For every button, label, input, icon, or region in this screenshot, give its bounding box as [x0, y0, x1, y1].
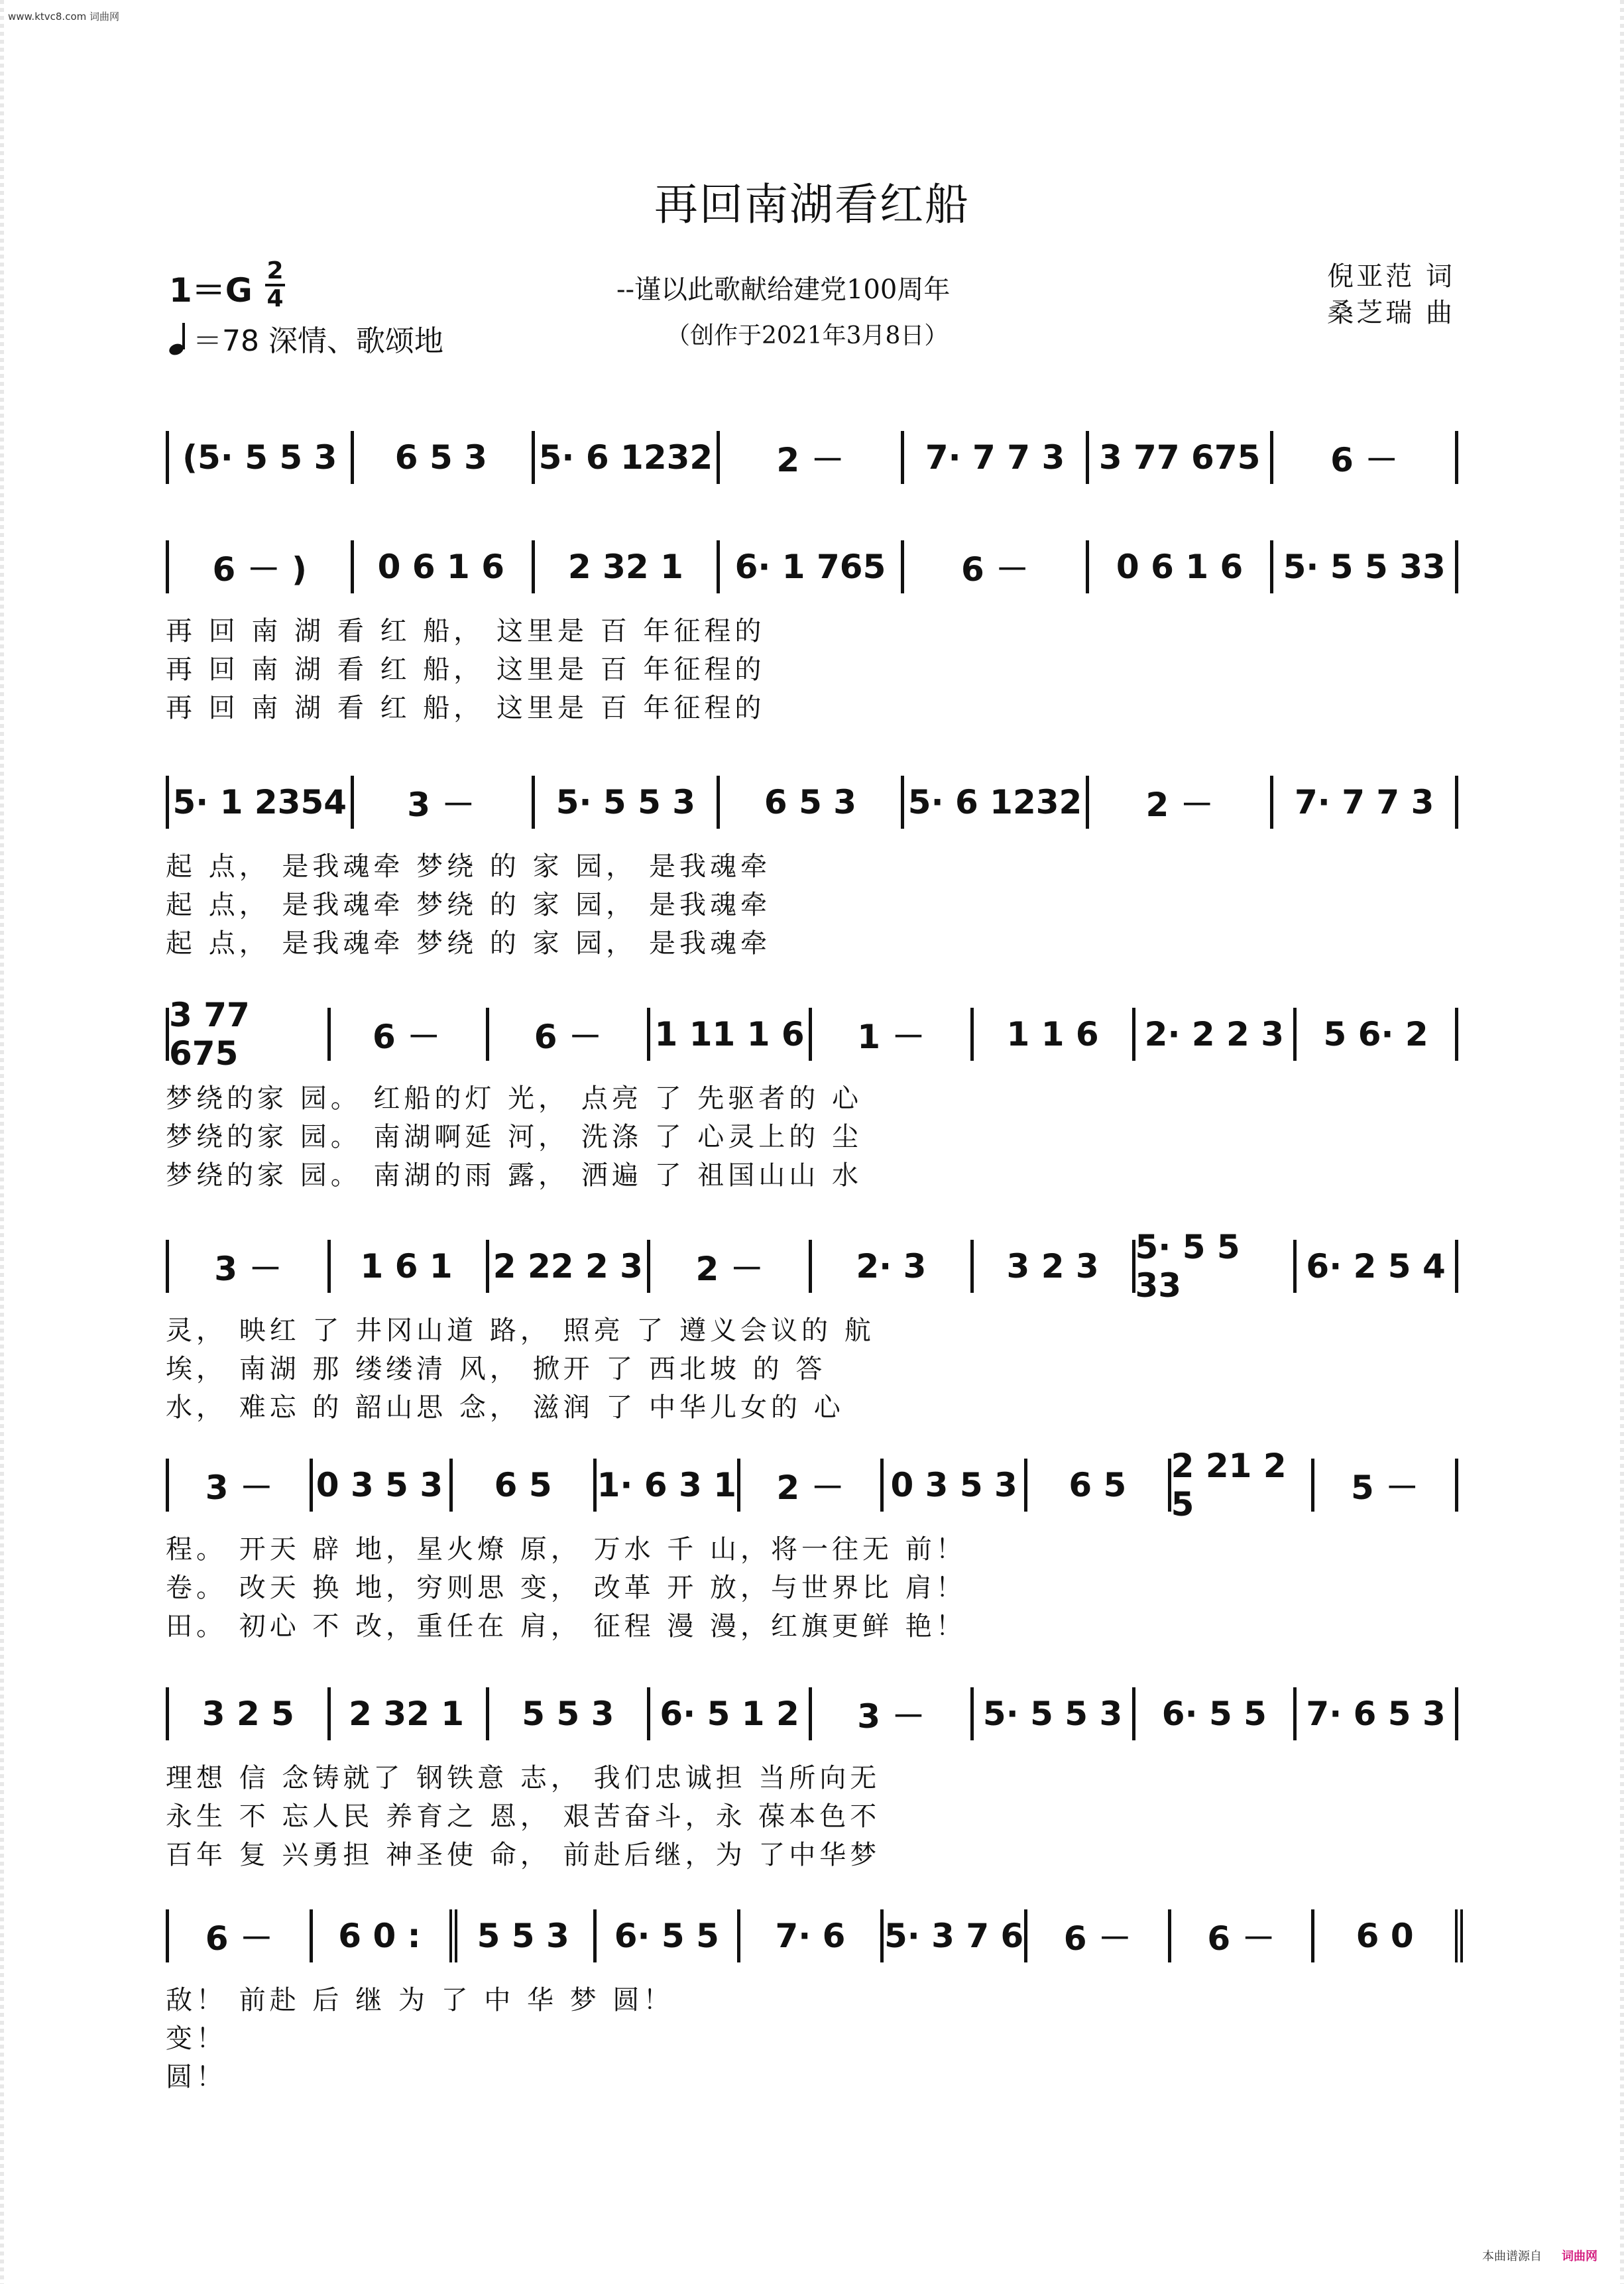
- measure: 6· 5 5: [597, 1909, 740, 1962]
- measure: 2 －: [650, 1240, 812, 1293]
- site-watermark-bottom: [1482, 2247, 1597, 2264]
- measure: 6· 5 5: [1135, 1687, 1297, 1740]
- lyric-line: 梦绕的家 园。 南湖啊延 河， 洗涤 了 心灵上的 尘: [166, 1122, 863, 1152]
- measure: 1 1 6: [974, 1008, 1135, 1061]
- lyric-line: 梦绕的家 园。 南湖的雨 露， 洒遍 了 祖国山山 水: [166, 1160, 863, 1191]
- measure: 2 21 2 5: [1171, 1459, 1315, 1512]
- notation-system: [166, 776, 1458, 829]
- notation-system: [166, 1909, 1458, 1962]
- lyric-line: 再 回 南 湖 看 红 船， 这里是 百 年征程的: [166, 616, 766, 646]
- measure: 5 －: [1314, 1459, 1458, 1512]
- measure: 5· 5 5 33: [1273, 540, 1458, 593]
- lyric-line: 起 点， 是我魂牵 梦绕 的 家 园， 是我魂牵: [166, 890, 772, 920]
- measure: 7· 7 7 3: [1273, 776, 1458, 829]
- time-signature: [265, 257, 285, 312]
- left-border-decoration: [0, 0, 4, 2284]
- measure: 0 6 1 6: [351, 540, 536, 593]
- measure: 6 －: [489, 1008, 651, 1061]
- measure: 2 －: [720, 431, 905, 484]
- measure: 6· 5 1 2: [650, 1687, 812, 1740]
- lyric-line: 起 点， 是我魂牵 梦绕 的 家 园， 是我魂牵: [166, 928, 772, 959]
- measure: 2 32 1: [327, 1687, 489, 1740]
- measure: 2 －: [1089, 776, 1274, 829]
- notation-system: [166, 1447, 1458, 1524]
- measure: 0 3 5 3: [884, 1459, 1027, 1512]
- measure: 1 11 1 6: [650, 1008, 812, 1061]
- lyricist-credit: 倪亚范 词: [1327, 261, 1455, 292]
- measure: 5· 6 1232: [904, 776, 1089, 829]
- measure: 6 －: [1273, 431, 1458, 484]
- measure: 5· 5 5 3: [974, 1687, 1135, 1740]
- measure: 6 － ): [166, 540, 354, 593]
- measure: 7· 6: [740, 1909, 884, 1962]
- measure: 2 22 2 3: [489, 1240, 651, 1293]
- measure: 5· 3 7 6: [884, 1909, 1027, 1962]
- site-watermark-top: www.ktvc8.com 词曲网: [8, 11, 120, 23]
- measure: 3 77 675: [166, 1008, 331, 1061]
- time-denominator: 4: [266, 285, 284, 312]
- measure: 6 0: [1314, 1909, 1463, 1962]
- measure: 6 －: [1171, 1909, 1315, 1962]
- lyric-line: 埃， 南湖 那 缕缕清 风， 掀开 了 西北坡 的 答: [166, 1354, 827, 1384]
- measure: 5 6· 2: [1297, 1008, 1458, 1061]
- measure: 6· 2 5 4: [1297, 1240, 1458, 1293]
- brand-logo: 词曲网: [1562, 2250, 1597, 2263]
- measure: 3 －: [166, 1240, 331, 1293]
- lyric-line: 水， 难忘 的 韶山思 念， 滋润 了 中华儿女的 心: [166, 1392, 844, 1423]
- lyric-line: 敌！ 前赴 后 继 为 了 中 华 梦 圆！: [166, 1985, 674, 2015]
- lyric-line: 灵， 映红 了 井冈山道 路， 照亮 了 遵义会议的 航: [166, 1315, 875, 1346]
- notation-system: [166, 1687, 1458, 1740]
- measure: 1 －: [812, 1008, 974, 1061]
- measure: 3 －: [351, 776, 536, 829]
- measure: 2 32 1: [535, 540, 720, 593]
- measure: 6 5: [453, 1459, 597, 1512]
- measure: 6 5 3: [351, 431, 536, 484]
- measure: 5· 5 5 3: [535, 776, 720, 829]
- key-signature: 1＝G: [169, 271, 253, 310]
- source-note: 本曲谱源自: [1482, 2250, 1542, 2263]
- measure: 6 5 3: [720, 776, 905, 829]
- measure: 6 －: [166, 1909, 313, 1962]
- quarter-note-icon: [169, 324, 186, 355]
- lyric-line: 梦绕的家 园。 红船的灯 光， 点亮 了 先驱者的 心: [166, 1083, 863, 1114]
- notation-system: [166, 540, 1458, 593]
- measure: 6· 1 765: [720, 540, 905, 593]
- lyric-line: 变！: [166, 2023, 227, 2054]
- measure: 6 0 :: [310, 1909, 458, 1962]
- dedication: --谨以此歌献给建党100周年: [616, 274, 951, 305]
- measure: 3 －: [812, 1687, 974, 1740]
- lyric-line: 卷。 改天 换 地，穷则思 变， 改革 开 放，与世界比 肩！: [166, 1573, 966, 1603]
- measure: 2· 3: [812, 1240, 974, 1293]
- lyric-line: 圆！: [166, 2062, 227, 2092]
- measure: 1· 6 3 1: [597, 1459, 740, 1512]
- measure: (5· 5 5 3: [166, 431, 354, 484]
- measure: 0 3 5 3: [310, 1459, 453, 1512]
- measure: 6 5: [1027, 1459, 1171, 1512]
- lyric-line: 理想 信 念铸就了 钢铁意 志， 我们忠诚担 当所向无: [166, 1763, 881, 1793]
- lyric-line: 百年 复 兴勇担 神圣使 命， 前赴后继，为 了中华梦: [166, 1840, 881, 1870]
- measure: 3 －: [166, 1459, 313, 1512]
- measure: 3 2 3: [974, 1240, 1135, 1293]
- notation-system: [166, 996, 1458, 1073]
- lyric-line: 田。 初心 不 改，重任在 肩， 征程 漫 漫，红旗更鲜 艳！: [166, 1611, 966, 1642]
- measure: 7· 6 5 3: [1297, 1687, 1458, 1740]
- right-border-decoration: [1620, 0, 1624, 2284]
- measure: 6 －: [1027, 1909, 1171, 1962]
- creation-date: （创作于2021年3月8日）: [666, 322, 949, 349]
- composer-credit: 桑芝瑞 曲: [1327, 298, 1455, 328]
- measure: 1 6 1: [327, 1240, 489, 1293]
- lyric-line: 永生 不 忘人民 养育之 恩， 艰苦奋斗，永 葆本色不: [166, 1801, 881, 1832]
- measure: 5· 6 1232: [535, 431, 720, 484]
- lyric-line: 程。 开天 辟 地，星火燎 原， 万水 千 山，将一往无 前！: [166, 1534, 966, 1565]
- measure: 2· 2 2 3: [1135, 1008, 1297, 1061]
- measure: 7· 7 7 3: [904, 431, 1089, 484]
- lyric-line: 再 回 南 湖 看 红 船， 这里是 百 年征程的: [166, 654, 766, 685]
- time-numerator: 2: [266, 257, 284, 284]
- tempo-marking: [169, 317, 443, 359]
- measure: 2 －: [740, 1459, 884, 1512]
- tempo-text: ＝78 深情、歌颂地: [193, 324, 443, 358]
- measure: 6 －: [904, 540, 1089, 593]
- measure: 5 5 3: [453, 1909, 597, 1962]
- notation-system: [166, 431, 1458, 484]
- measure: 3 77 675: [1089, 431, 1274, 484]
- lyric-line: 起 点， 是我魂牵 梦绕 的 家 园， 是我魂牵: [166, 851, 772, 882]
- measure: 5· 1 2354: [166, 776, 354, 829]
- song-title: 再回南湖看红船: [654, 179, 970, 230]
- measure: 5· 5 5 33: [1135, 1240, 1297, 1293]
- measure: 5 5 3: [489, 1687, 651, 1740]
- measure: 6 －: [327, 1008, 489, 1061]
- notation-system: [166, 1228, 1458, 1305]
- measure: 3 2 5: [166, 1687, 331, 1740]
- measure: 0 6 1 6: [1089, 540, 1274, 593]
- lyric-line: 再 回 南 湖 看 红 船， 这里是 百 年征程的: [166, 693, 766, 723]
